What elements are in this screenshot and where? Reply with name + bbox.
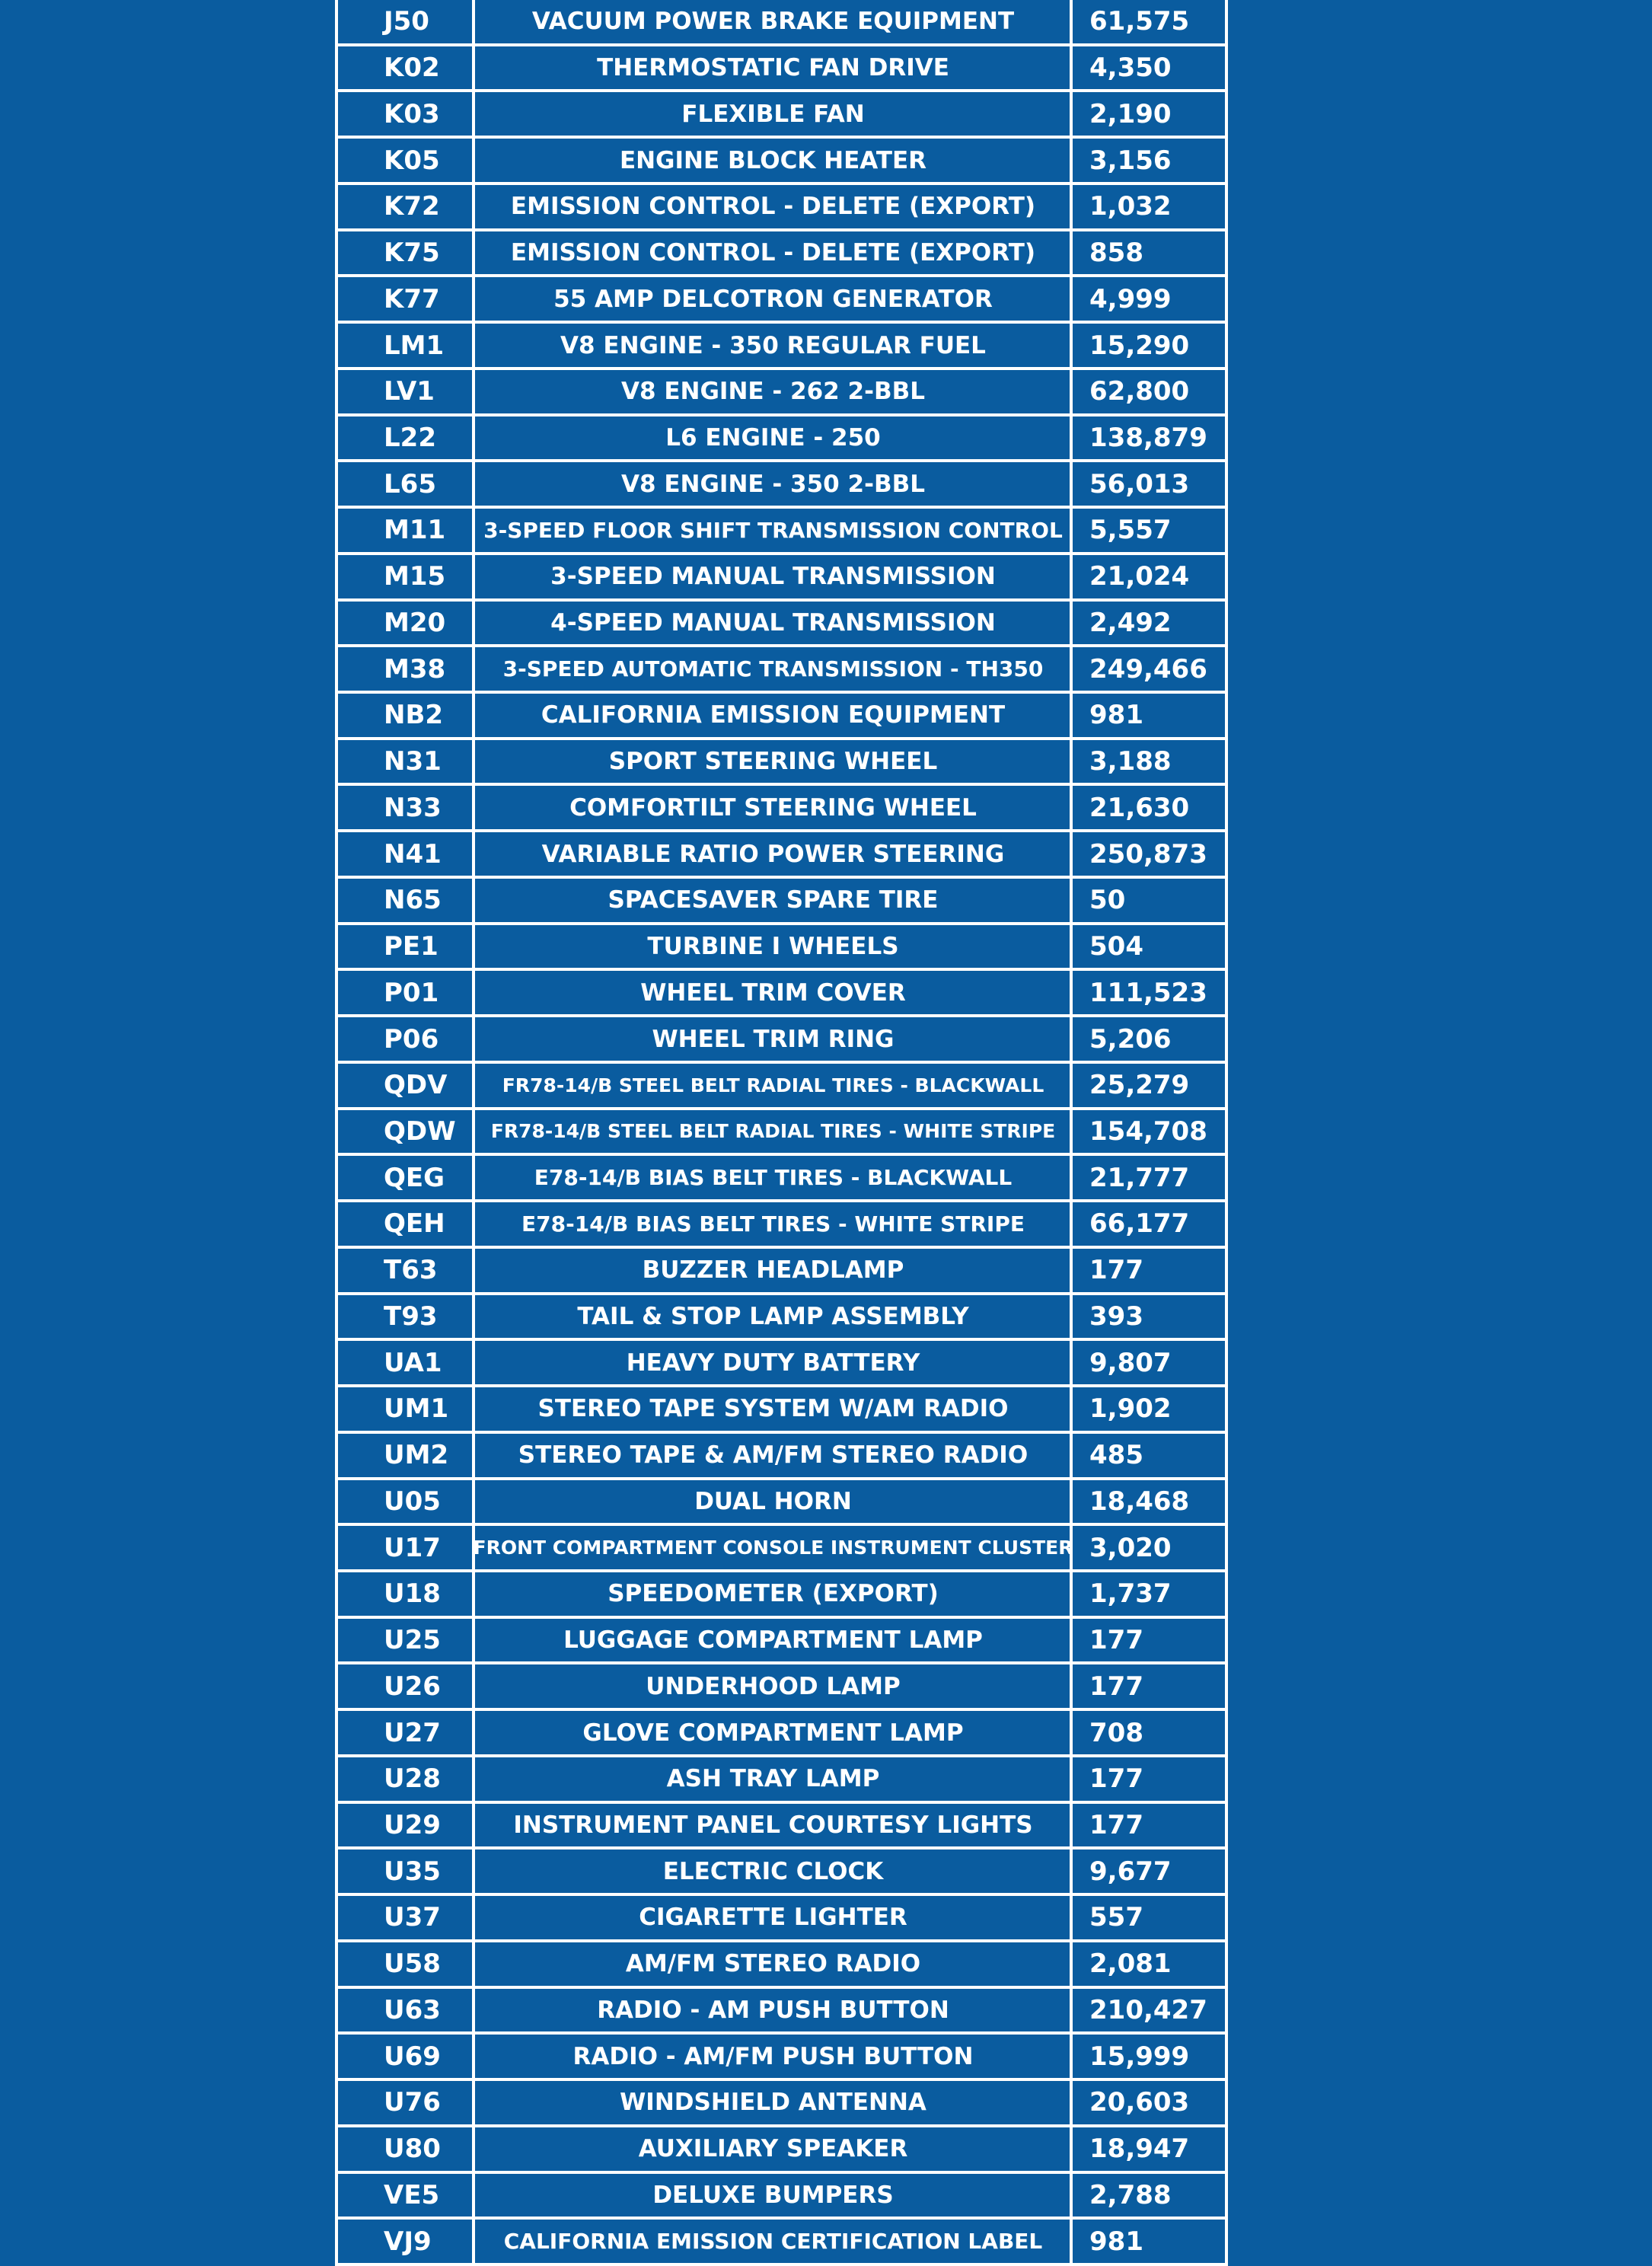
- production-count: 9,807: [1089, 1347, 1172, 1378]
- table-row: [335, 1295, 1228, 1342]
- table-row: [335, 1387, 1228, 1434]
- option-code: UM1: [384, 1393, 449, 1425]
- option-code: LV1: [384, 376, 435, 407]
- option-description: TAIL & STOP LAMP ASSEMBLY: [577, 1302, 969, 1330]
- option-description: FR78-14/B STEEL BELT RADIAL TIRES - WHITE STRIPE: [490, 1120, 1056, 1143]
- option-description: V8 ENGINE - 350 2-BBL: [621, 470, 925, 498]
- production-count: 111,523: [1089, 977, 1207, 1008]
- option-description: BUZZER HEADLAMP: [642, 1256, 904, 1285]
- production-count: 249,466: [1089, 653, 1207, 685]
- option-code: QEG: [384, 1162, 445, 1193]
- table-row: [335, 0, 1228, 46]
- table-row: [335, 370, 1228, 416]
- option-code: K75: [384, 238, 440, 269]
- option-description: SPORT STEERING WHEEL: [608, 748, 938, 776]
- option-code: UA1: [384, 1347, 442, 1378]
- option-code: U58: [384, 1948, 441, 1980]
- production-count: 5,557: [1089, 515, 1172, 546]
- option-code: N33: [384, 792, 442, 823]
- production-count: 15,999: [1089, 2041, 1190, 2072]
- option-code: U28: [384, 1763, 441, 1795]
- table-row: [335, 46, 1228, 93]
- production-count: 15,290: [1089, 330, 1190, 361]
- option-code: M20: [384, 607, 446, 638]
- production-count: 62,800: [1089, 376, 1190, 407]
- option-description: ELECTRIC CLOCK: [662, 1857, 884, 1885]
- table-row: [335, 832, 1228, 879]
- table-row: [335, 1064, 1228, 1110]
- option-code: K72: [384, 191, 440, 222]
- table-row: [335, 1896, 1228, 1942]
- option-description: TURBINE I WHEELS: [647, 933, 899, 961]
- production-count: 177: [1089, 1625, 1143, 1656]
- table-row: [335, 1804, 1228, 1850]
- option-description: VARIABLE RATIO POWER STEERING: [541, 840, 1005, 868]
- production-count: 210,427: [1089, 1994, 1207, 2025]
- option-description: EMISSION CONTROL - DELETE (EXPORT): [510, 239, 1036, 267]
- production-count: 61,575: [1089, 6, 1190, 37]
- option-code: LM1: [384, 330, 445, 361]
- option-code: U35: [384, 1856, 441, 1887]
- table-row: [335, 786, 1228, 832]
- production-count: 485: [1089, 1440, 1143, 1471]
- table-row: [335, 1757, 1228, 1804]
- table-row: [335, 1664, 1228, 1711]
- option-description: 3-SPEED MANUAL TRANSMISSION: [550, 563, 996, 591]
- table-row: [335, 1619, 1228, 1665]
- option-code: J50: [384, 6, 429, 37]
- production-count: 21,630: [1089, 792, 1190, 823]
- option-code: U76: [384, 2087, 441, 2118]
- option-description: RADIO - AM PUSH BUTTON: [597, 1996, 949, 2024]
- production-count: 9,677: [1089, 1856, 1172, 1887]
- table-row: [335, 1942, 1228, 1989]
- table-row: [335, 1110, 1228, 1157]
- option-code: L65: [384, 468, 436, 499]
- production-count: 2,492: [1089, 607, 1172, 638]
- production-count: 2,788: [1089, 2179, 1172, 2210]
- option-description: WINDSHIELD ANTENNA: [620, 2089, 926, 2117]
- table-row: [335, 139, 1228, 185]
- option-code: NB2: [384, 700, 444, 731]
- production-count: 3,188: [1089, 746, 1172, 777]
- table-row: [335, 1249, 1228, 1295]
- option-description: EMISSION CONTROL - DELETE (EXPORT): [510, 193, 1036, 221]
- option-code: U37: [384, 1902, 441, 1933]
- production-count: 1,902: [1089, 1393, 1172, 1425]
- production-count: 2,081: [1089, 1948, 1172, 1980]
- table-row: [335, 925, 1228, 972]
- production-count: 504: [1089, 931, 1143, 962]
- table-row: [335, 647, 1228, 694]
- production-count: 5,206: [1089, 1023, 1172, 1055]
- option-code: VJ9: [384, 2226, 432, 2257]
- option-code: U05: [384, 1486, 441, 1517]
- production-count: 4,999: [1089, 283, 1172, 314]
- table-row: [335, 1017, 1228, 1064]
- table-row: [335, 1434, 1228, 1480]
- table-row: [335, 1156, 1228, 1202]
- table-row: [335, 416, 1228, 463]
- production-count: 20,603: [1089, 2087, 1190, 2118]
- option-code: P06: [384, 1023, 439, 1055]
- table-row: [335, 231, 1228, 278]
- table-row: [335, 694, 1228, 740]
- table-row: [335, 92, 1228, 139]
- option-code: QEH: [384, 1208, 445, 1240]
- option-description: CALIFORNIA EMISSION CERTIFICATION LABEL: [503, 2229, 1043, 2255]
- option-description: UNDERHOOD LAMP: [646, 1672, 901, 1700]
- production-count: 177: [1089, 1671, 1143, 1702]
- option-code: U17: [384, 1532, 441, 1563]
- option-description: WHEEL TRIM RING: [652, 1025, 895, 1053]
- option-code: QDV: [384, 1070, 448, 1101]
- option-description: SPEEDOMETER (EXPORT): [608, 1580, 939, 1608]
- option-description: E78-14/B BIAS BELT TIRES - BLACKWALL: [534, 1165, 1013, 1191]
- option-description: THERMOSTATIC FAN DRIVE: [597, 54, 949, 82]
- production-count: 138,879: [1089, 422, 1207, 453]
- production-count: 25,279: [1089, 1070, 1190, 1101]
- production-count: 250,873: [1089, 838, 1207, 870]
- option-description: 4-SPEED MANUAL TRANSMISSION: [550, 608, 996, 637]
- option-code: K03: [384, 98, 440, 129]
- option-code: M11: [384, 515, 446, 546]
- production-count: 708: [1089, 1717, 1143, 1748]
- table-row: [335, 1572, 1228, 1619]
- option-description: INSTRUMENT PANEL COURTESY LIGHTS: [513, 1811, 1033, 1839]
- option-code: UM2: [384, 1440, 449, 1471]
- production-count: 21,777: [1089, 1162, 1190, 1193]
- option-code: U29: [384, 1810, 441, 1840]
- production-count: 177: [1089, 1255, 1143, 1286]
- production-count: 1,032: [1089, 191, 1172, 222]
- table-row: [335, 2220, 1228, 2266]
- production-count: 3,156: [1089, 145, 1172, 176]
- option-code: T93: [384, 1301, 438, 1332]
- option-description: ENGINE BLOCK HEATER: [619, 146, 927, 174]
- table-row: [335, 1989, 1228, 2035]
- production-count: 66,177: [1089, 1208, 1190, 1240]
- option-code: U27: [384, 1717, 441, 1748]
- production-count: 858: [1089, 238, 1143, 269]
- option-description: GLOVE COMPARTMENT LAMP: [582, 1719, 964, 1747]
- production-count: 177: [1089, 1763, 1143, 1795]
- production-count: 21,024: [1089, 561, 1190, 592]
- table-row: [335, 1850, 1228, 1896]
- option-description: LUGGAGE COMPARTMENT LAMP: [563, 1626, 983, 1655]
- option-description: AM/FM STEREO RADIO: [625, 1950, 921, 1978]
- option-code: QDW: [384, 1115, 456, 1147]
- option-description: CIGARETTE LIGHTER: [639, 1904, 907, 1932]
- options-production-table: [335, 0, 1228, 2266]
- option-description: 3-SPEED AUTOMATIC TRANSMISSION - TH350: [502, 656, 1044, 682]
- option-description: 55 AMP DELCOTRON GENERATOR: [553, 285, 993, 313]
- table-row: [335, 462, 1228, 509]
- table-row: [335, 2081, 1228, 2127]
- option-description: E78-14/B BIAS BELT TIRES - WHITE STRIPE: [521, 1211, 1025, 1237]
- option-description: 3-SPEED FLOOR SHIFT TRANSMISSION CONTROL: [483, 517, 1063, 543]
- table-row: [335, 509, 1228, 555]
- option-description: VACUUM POWER BRAKE EQUIPMENT: [531, 8, 1015, 36]
- option-code: M38: [384, 653, 446, 685]
- option-description: COMFORTILT STEERING WHEEL: [569, 793, 977, 822]
- production-count: 56,013: [1089, 468, 1190, 499]
- table-row: [335, 555, 1228, 602]
- option-code: N31: [384, 746, 442, 777]
- table-row: [335, 185, 1228, 231]
- option-description: V8 ENGINE - 262 2-BBL: [621, 378, 925, 406]
- option-description: ASH TRAY LAMP: [666, 1765, 880, 1793]
- production-count: 2,190: [1089, 98, 1172, 129]
- production-count: 393: [1089, 1301, 1143, 1332]
- table-row: [335, 1526, 1228, 1572]
- option-code: N41: [384, 838, 442, 870]
- table-row: [335, 2127, 1228, 2174]
- option-description: STEREO TAPE SYSTEM W/AM RADIO: [537, 1395, 1009, 1423]
- production-count: 4,350: [1089, 53, 1172, 84]
- table-row: [335, 2174, 1228, 2220]
- option-code: U80: [384, 2134, 441, 2165]
- table-row: [335, 602, 1228, 648]
- option-code: N65: [384, 885, 442, 916]
- option-code: U18: [384, 1578, 441, 1610]
- table-row: [335, 1341, 1228, 1387]
- option-code: U26: [384, 1671, 441, 1702]
- option-description: FLEXIBLE FAN: [681, 100, 865, 128]
- option-description: HEAVY DUTY BATTERY: [626, 1348, 920, 1377]
- option-code: K02: [384, 53, 440, 84]
- option-description: DUAL HORN: [694, 1487, 852, 1515]
- table-row: [335, 879, 1228, 925]
- option-description: DELUXE BUMPERS: [652, 2181, 894, 2209]
- option-code: VE5: [384, 2179, 440, 2210]
- table-row: [335, 1480, 1228, 1527]
- production-count: 3,020: [1089, 1532, 1172, 1563]
- option-code: U25: [384, 1625, 441, 1656]
- option-code: U63: [384, 1994, 441, 2025]
- option-code: P01: [384, 977, 439, 1008]
- table-row: [335, 740, 1228, 787]
- option-description: RADIO - AM/FM PUSH BUTTON: [572, 2042, 974, 2070]
- table-row: [335, 277, 1228, 324]
- option-code: U69: [384, 2041, 441, 2072]
- option-code: T63: [384, 1255, 438, 1286]
- option-description: CALIFORNIA EMISSION EQUIPMENT: [541, 701, 1006, 729]
- production-count: 18,468: [1089, 1486, 1190, 1517]
- option-description: WHEEL TRIM COVER: [640, 978, 906, 1007]
- option-code: M15: [384, 561, 446, 592]
- production-count: 154,708: [1089, 1115, 1207, 1147]
- option-description: SPACESAVER SPARE TIRE: [608, 886, 939, 914]
- production-count: 557: [1089, 1902, 1143, 1933]
- table-row: [335, 324, 1228, 370]
- option-description: L6 ENGINE - 250: [665, 423, 881, 452]
- table-row: [335, 1711, 1228, 1757]
- table-row: [335, 2035, 1228, 2081]
- option-code: PE1: [384, 931, 439, 962]
- production-count: 981: [1089, 700, 1143, 731]
- option-code: L22: [384, 422, 436, 453]
- option-description: STEREO TAPE & AM/FM STEREO RADIO: [518, 1441, 1029, 1470]
- option-description: FR78-14/B STEEL BELT RADIAL TIRES - BLACKWALL: [502, 1074, 1044, 1096]
- option-description: FRONT COMPARTMENT CONSOLE INSTRUMENT CLUSTER: [474, 1537, 1073, 1559]
- table-row: [335, 971, 1228, 1017]
- production-count: 981: [1089, 2226, 1143, 2257]
- production-count: 177: [1089, 1810, 1143, 1840]
- option-description: V8 ENGINE - 350 REGULAR FUEL: [560, 331, 986, 359]
- option-code: K77: [384, 283, 440, 314]
- production-count: 50: [1089, 885, 1126, 916]
- production-count: 18,947: [1089, 2134, 1190, 2165]
- option-description: AUXILIARY SPEAKER: [638, 2135, 908, 2163]
- table-row: [335, 1202, 1228, 1249]
- option-code: K05: [384, 145, 440, 176]
- production-count: 1,737: [1089, 1578, 1172, 1610]
